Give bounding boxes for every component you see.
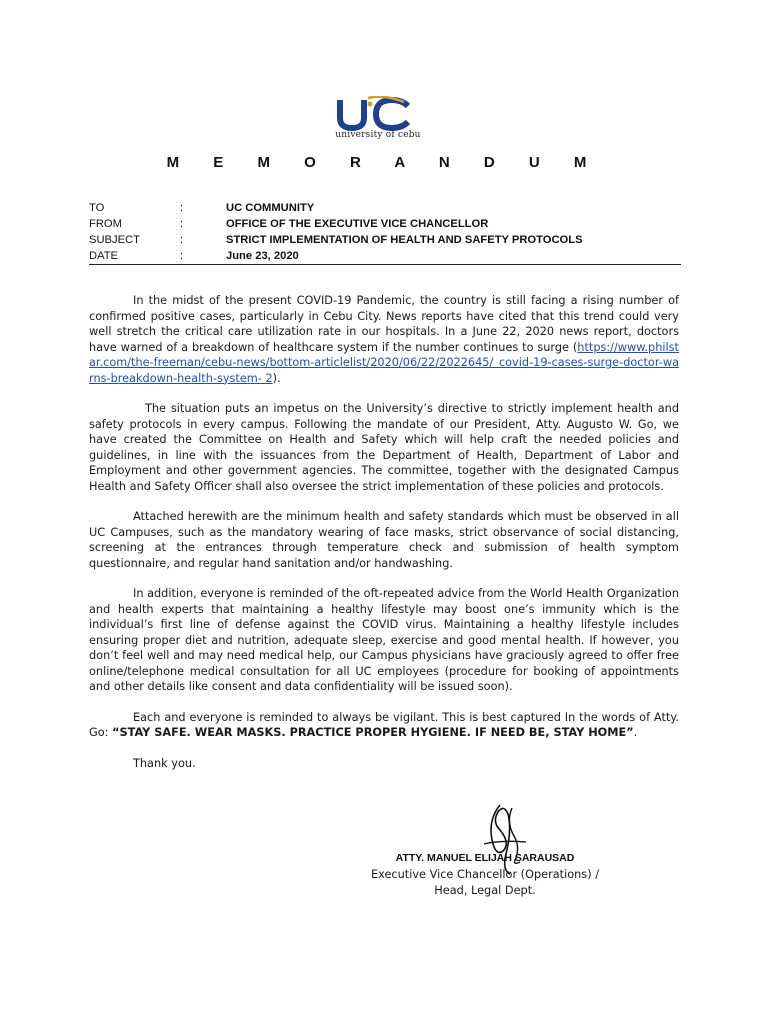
field-date [89,248,681,264]
memo-body [89,293,679,771]
field-label: SUBJECT [89,234,140,246]
university-logo [318,96,438,146]
signature-block [370,800,600,910]
field-subject [89,232,681,248]
paragraph-text: . [633,726,638,739]
field-to [89,200,681,216]
paragraph-2: The situation puts an impetus on the University’s directive to strictly implement health and safety protocols in every campus. Following the mandate of our President, Atty. Augusto W. Go, we have created the Committee on Health and Safety which will help craft the needed policies and guidelines, in line with the issuances from the Department of Health, Department of Labor and Employment and other government agencies. The committee, together with the designated Campus Health and Safety Officer shall also oversee the strict implementation of these policies and protocols. [89,402,679,493]
field-colon: : [180,202,184,214]
motto-quote: “STAY SAFE. WEAR MASKS. PRACTICE PROPER HYGIENE. IF NEED BE, STAY HOME” [112,726,634,739]
field-label: DATE [89,250,119,262]
paragraph-3: Attached herewith are the minimum health and safety standards which must be observed in all UC Campuses, such as the mandatory wearing of face masks, strict observance of social distancing, screening at the entrances through temperature check and submission of health symptom questionnaire, and regular hand sanitation and/or handwashing. [89,510,679,570]
field-from [89,216,681,232]
logo-subtitle: university of cebu [335,130,421,140]
paragraph-5 [89,710,679,741]
closing-line: Thank you. [133,756,196,770]
paragraph-4: In addition, everyone is reminded of the oft-repeated advice from the World Health Organization and health experts that maintaining a healthy lifestyle may boost one’s immunity which is the individual’s first line of defense against the COVID virus. Maintaining a healthy lifestyle includes ensuring proper diet and nutrition, adequate sleep, exercise and good mental health. If however, you don’t feel well and may need medical help, our Campus physicians have graciously agreed to offer free online/telephone medical consultation for all UC employees (procedure for booking of appointments and other details like consent and data confidentiality will be issued soon). [89,587,679,693]
field-value: June 23, 2020 [226,250,299,262]
signatory-department: Head, Legal Dept. [434,884,536,897]
memo-title: M E M O R A N D U M [166,154,602,171]
paragraph-text: In the midst of the present COVID-19 Pandemic, the country is still facing a rising number of confirmed positive cases, particularly in Cebu City. News reports have cited that this trend could very well stretch the critical care utilization rate in our hospitals. In a June 22, 2020 news report, doctors have warned of a breakdown of healthcare system if the number continues to surge ( [89,294,679,354]
uc-logo-icon [318,96,438,132]
field-value: STRICT IMPLEMENTATION OF HEALTH AND SAFETY PROTOCOLS [226,234,583,246]
field-colon: : [180,218,184,230]
signatory-title: Executive Vice Chancellor (Operations) / [371,868,599,881]
field-colon: : [180,250,184,262]
field-value: OFFICE OF THE EXECUTIVE VICE CHANCELLOR [226,218,489,230]
signatory-name: ATTY. MANUEL ELIJAH SARAUSAD [395,852,575,864]
field-value: UC COMMUNITY [226,202,315,214]
field-label: TO [89,202,105,214]
paragraph-text: ). [272,371,281,385]
field-colon: : [180,234,184,246]
field-label: FROM [89,218,122,230]
header-divider [89,264,681,265]
memo-header-fields [89,200,681,264]
news-link[interactable]: https://www.philstar.com/the-freeman/cebu-news/bottom-articlelist/2020/06/22/2022645/ covid-19-cases-surge-doctor-warns-breakdown-health-system- 2 [89,340,679,385]
paragraph-text: Each and everyone is reminded to always be vigilant. This is best captured In the words of Atty. Go: [89,710,679,739]
paragraph-1 [89,293,679,386]
